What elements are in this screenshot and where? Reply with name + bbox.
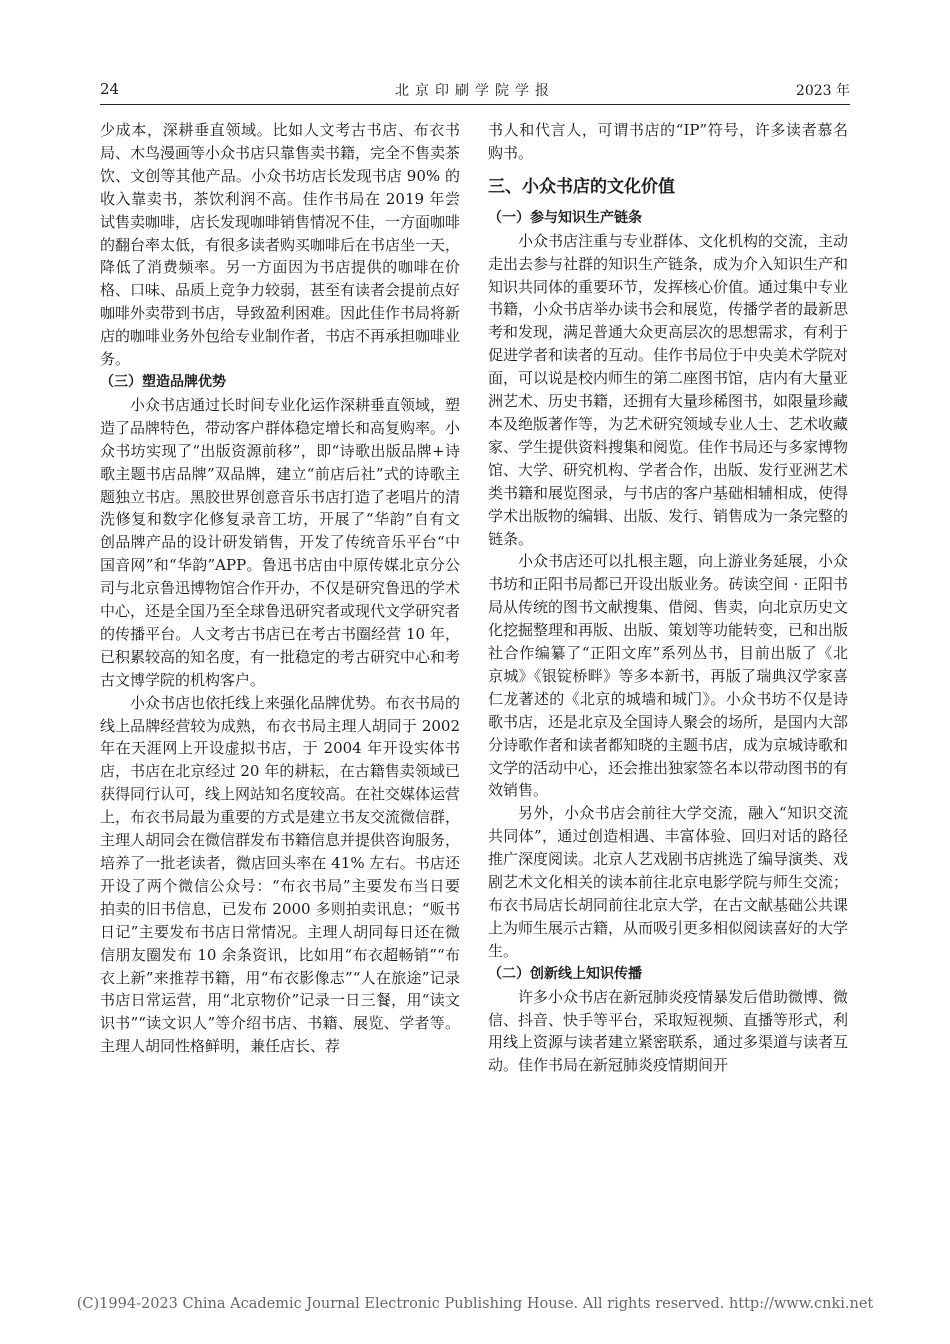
journal-title: 北京印刷学院学报 [395,83,555,99]
left-column [100,119,460,1058]
paragraph: 另外，小众书店会前往大学交流，融入“知识交流共同体”，通过创造相遇、丰富体验、回归对话的路径推广深度阅读。北京人艺戏剧书店挑选了编导演类、戏剧艺术文化相关的读本前往北京电影学院与师生交流；布衣书局店长胡同前往北京大学，在古文献基础公共课上为师生展示古籍，从而吸引更多相似阅读喜好的大学生。 [488,804,849,960]
paragraph: 小众书店也依托线上来强化品牌优势。布衣书局的线上品牌经营较为成熟，布衣书局主理人胡同于 2002 年在天涯网上开设虚拟书店，于 2004 年开设实体书店，书店在北京经过 20 年的耕耘，在古籍售卖领域已获得同行认可，线上网站知名度较高。在社交媒体运营上，布衣书局最为重要的方式是建立书友交流微信群，主理人胡同会在微信群发布书籍信息并提供咨询服务，培养了一批老读者，微店回头率在 41% 左右。书店还开设了两个微信公众号：“布衣书局”主要发布当日要拍卖的旧书信息，已发布 2000 多则拍卖讯息；“贩书日记”主要发布书店日常情况。主理人胡同每日还在微信朋友圈发布 10 余条资讯，比如用“布衣超畅销”“布衣上新”来推荐书籍，用“布衣影像志”“人在旅途”记录书店日常运营，用“北京物价”记录一日三餐，用“读文识书”“读文识人”等介绍书店、书籍、展览、学者等。主理人胡同性格鲜明，兼任店长、荐 [100,693,461,1056]
paragraph: 小众书店还可以扎根主题，向上游业务延展，小众书坊和正阳书局都已开设出版业务。砖读空间 · 正阳书局从传统的图书文献搜集、借阅、售卖，向北京历史文化挖掘整理和再版、出版、策划等功能转变，已和出版社合作编纂了“正阳文库”系列丛书，目前出版了《北京城》《银锭桥畔》等多本新书，再版了瑞典汉学家喜仁龙著述的《北京的城墙和城门》。小众书坊不仅是诗歌书店，还是北京及全国诗人聚会的场所，是国内大部分诗歌作者和读者都知晓的主题书店，成为京城诗歌和文学的活动中心，还会推出独家签名本以带动图书的有效销售。 [488,552,849,800]
subsection-heading: （二）创新线上知识传播 [488,965,642,982]
section-heading: 三、小众书店的文化价值 [488,176,675,197]
paragraph: 书人和代言人，可谓书店的“IP”符号，许多读者慕名购书。 [488,121,848,162]
paragraph: 许多小众书店在新冠肺炎疫情暴发后借助微博、微信、抖音、快手等平台，采取短视频、直播等形式，利用线上资源与读者建立紧密联系，通过多渠道与读者互动。佳作书局在新冠肺炎疫情期间开 [488,987,849,1075]
subsection-heading: （一）参与知识生产链条 [488,209,642,226]
publication-year: 2023 年 [795,83,850,99]
paragraph: 少成本，深耕垂直领域。比如人文考古书店、布衣书局、木鸟漫画等小众书店只靠售卖书籍，完全不售卖茶饮、文创等其他产品。小众书坊店长发现书店 90% 的收入靠卖书，茶饮利润不高。佳作书局在 2019 年尝试售卖咖啡，店长发现咖啡销售情况不佳，一方面咖啡的翻台率太低，有很多读者购买咖啡后在书店坐一天，降低了消费频率。另一方面因为书店提供的咖啡在价格、口味、品质上竞争力较弱，甚至有读者会提前点好咖啡外卖带到书店，导致盈利困难。因此佳作书局将新店的咖啡业务外包给专业制作者，书店不再承担咖啡业务。 [100,121,461,369]
page-header [0,0,950,104]
copyright-footer: (C)1994-2023 China Academic Journal Electronic Publishing House. All rights reserved. http://www.cnki.net [76,1296,874,1312]
paragraph: 小众书店通过长时间专业化运作深耕垂直领域，塑造了品牌特色，带动客户群体稳定增长和高复购率。小众书坊实现了“出版资源前移”，即“诗歌出版品牌+诗歌主题书店品牌”双品牌，建立“前店后社”式的诗歌主题独立书店。黑胶世界创意音乐书店打造了老唱片的清洗修复和数字化修复录音工坊，开展了“华韵”自有文创品牌产品的设计研发销售，开发了传统音乐平台“中国音网”和“华韵”APP。鲁迅书店由中原传媒北京分公司与北京鲁迅博物馆合作开办，不仅是研究鲁迅的学术中心，还是全国乃至全球鲁迅研究者或现代文学研究者的传播平台。人文考古书店已在考古书圈经营 10 年，已积累较高的知名度，有一批稳定的考古研究中心和考古文博学院的机构客户。 [100,395,461,689]
subsection-heading: （三）塑造品牌优势 [100,373,226,390]
header-rule [100,104,850,105]
paragraph: 小众书店注重与专业群体、文化机构的交流，主动走出去参与社群的知识生产链条，成为介入知识生产和知识共同体的重要环节，发挥核心价值。通过集中专业书籍，小众书店举办读书会和展览，传播学者的最新思考和发现，满足普通大众更高层次的思想需求，有利于促进学者和读者的互动。佳作书局位于中央美术学院对面，可以说是校内师生的第二座图书馆，店内有大量亚洲艺术、历史书籍，还拥有大量珍稀图书，如限量珍藏本及绝版著作等，为艺术研究领域专业人士、艺术收藏家、学生提供资料搜集和阅览。佳作书局还与多家博物馆、大学、研究机构、学者合作，出版、发行亚洲艺术类书籍和展览图录，与书店的客户基础相辅相成，使得学术出版物的编辑、出版、发行、销售成为一条完整的链条。 [488,231,849,548]
page-number: 24 [100,80,120,98]
right-column [488,119,848,1077]
